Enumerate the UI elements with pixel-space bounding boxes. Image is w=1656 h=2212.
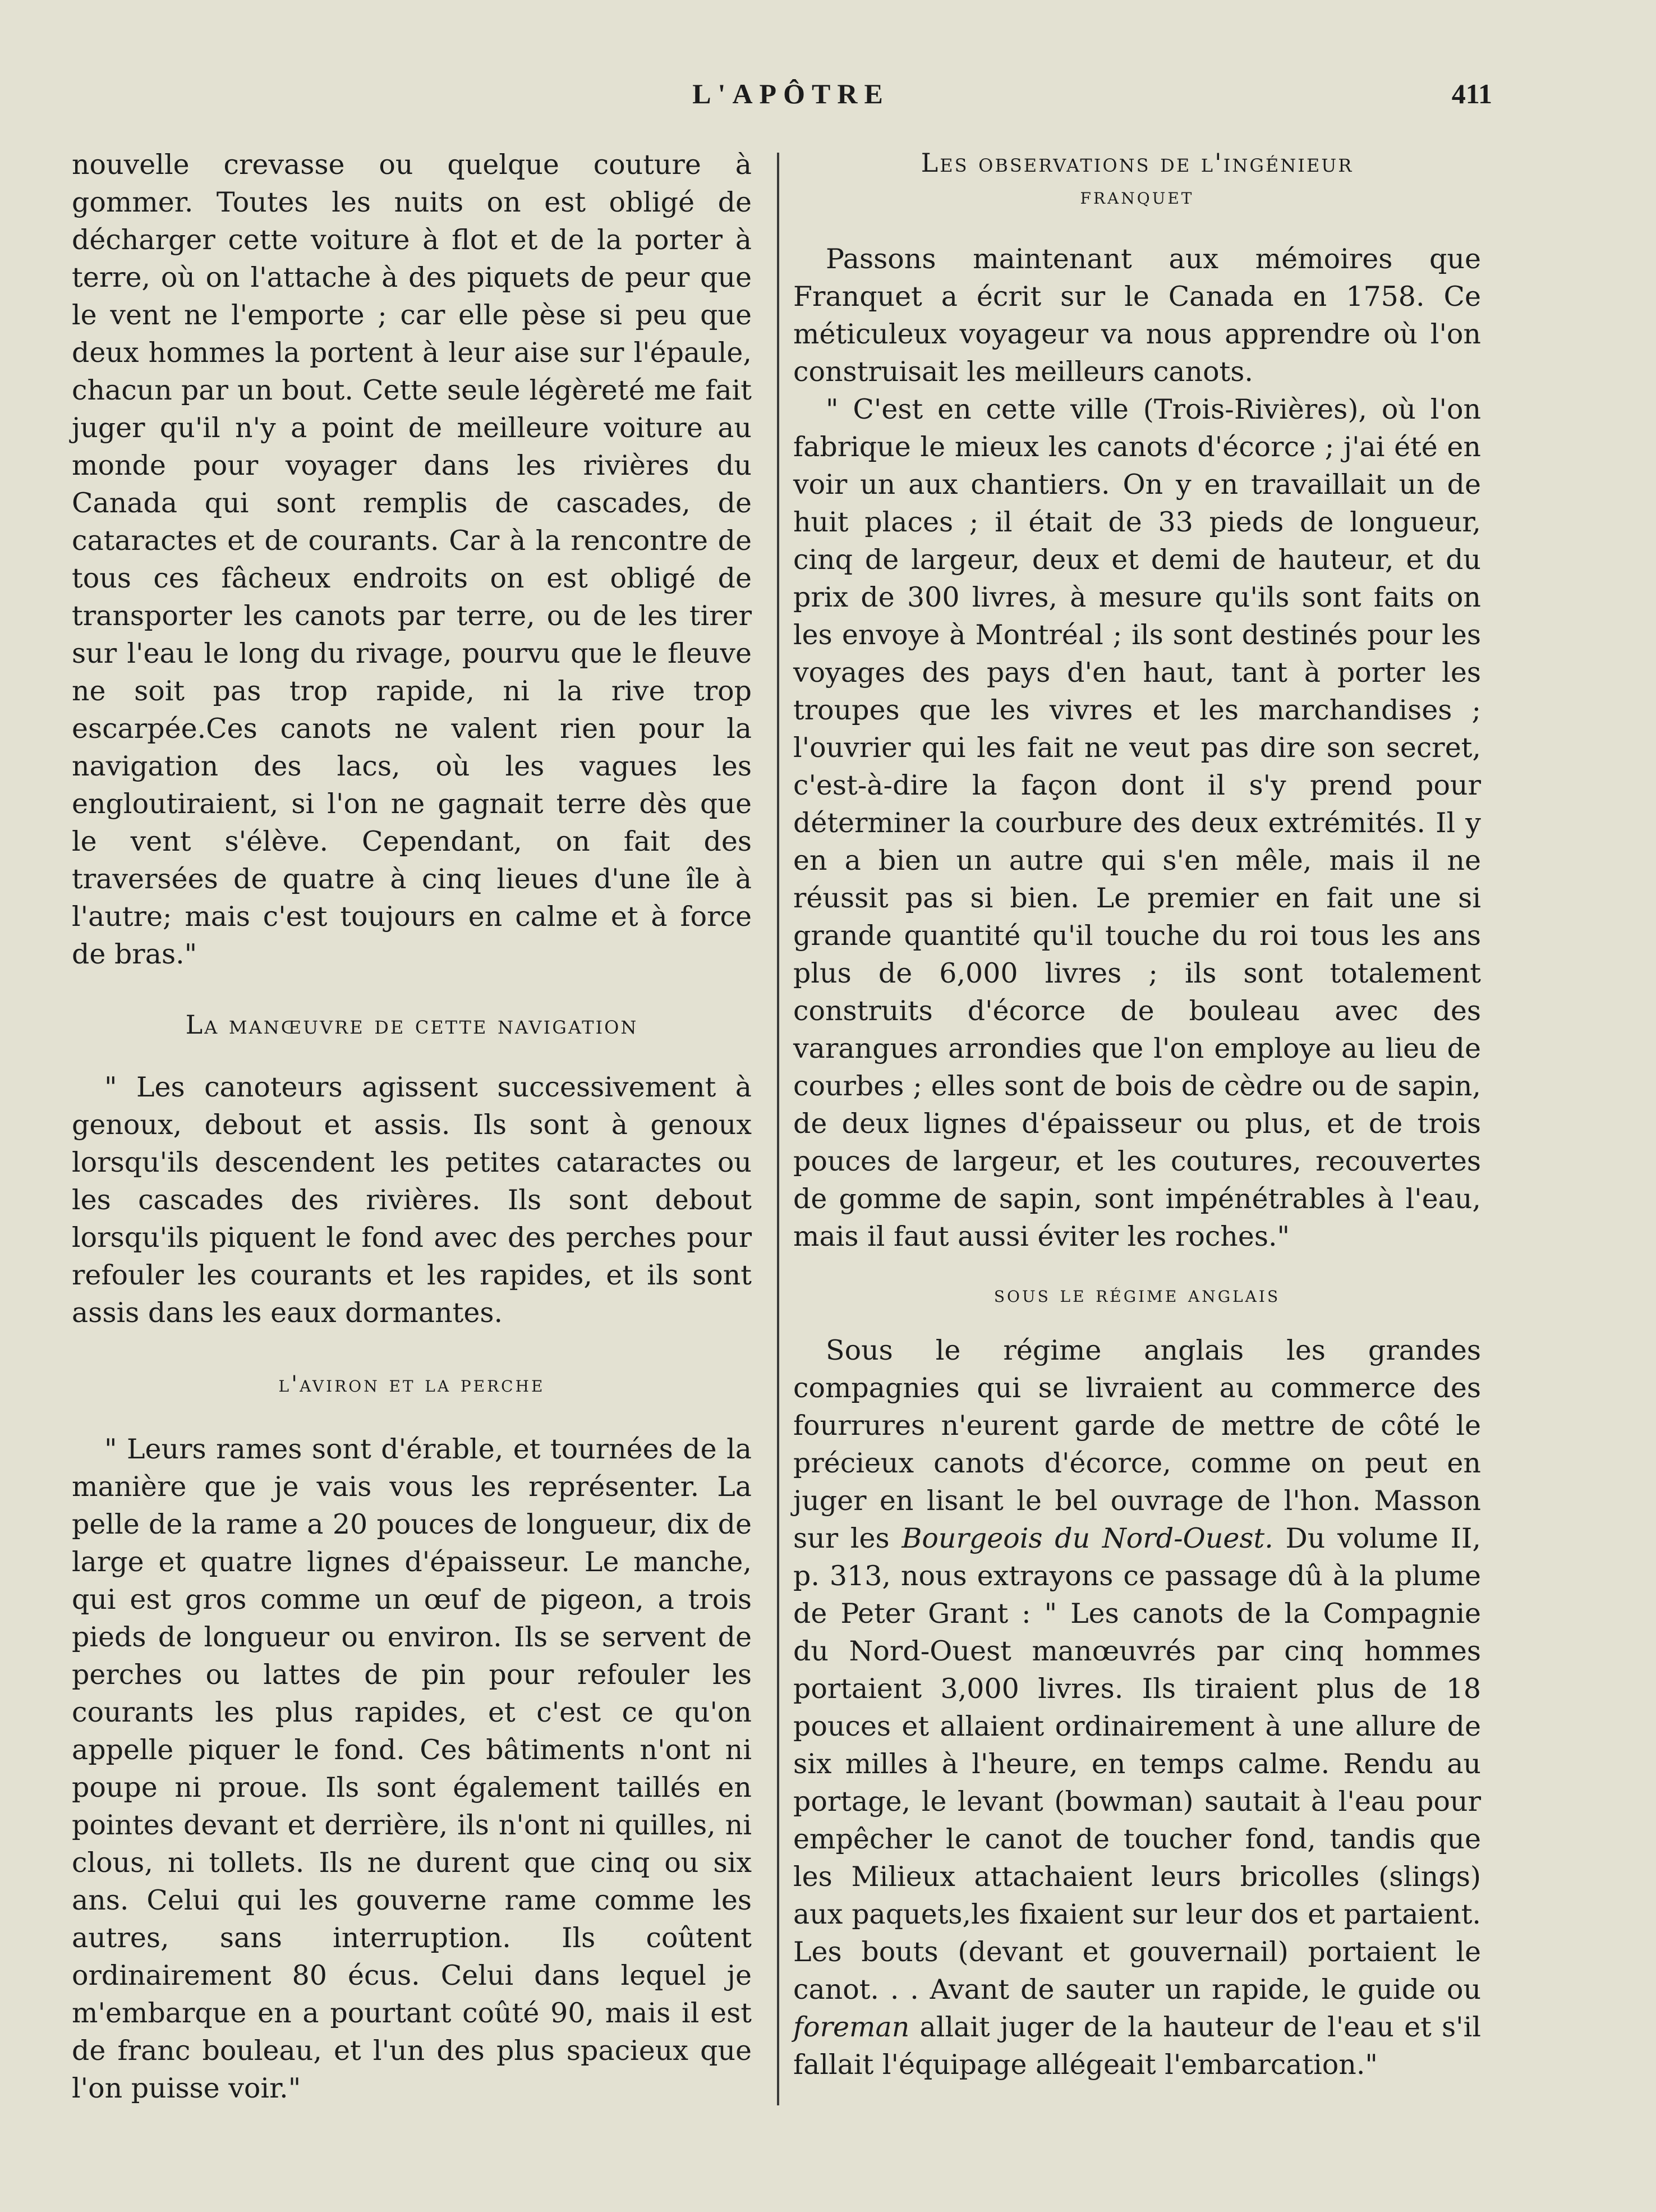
right-column — [793, 146, 1481, 2083]
section-heading-regime-anglais: sous le régime anglais — [993, 1282, 1281, 1307]
right-paragraph-2: " C'est en cette ville (Trois-Rivières), où l'on fabrique le mieux les canots d'écorce ; j'ai été en voir un aux chantiers. On y en travaillait un de huit places ; il était de 33 pieds de longueur, cinq de largeur, deux et demi de hauteur, et du prix de 300 livres, à mesure qu'ils sont faits on les envoye à Montréal ; ils sont destinés pour les voyages des pays d'en haut, tant à porter les troupes que les vivres et les marchandises ; l'ouvrier qui les fait ne veut pas dire son secret, c'est-à-dire la façon dont il s'y prend pour déterminer la courbure des deux extrémités. Il y en a bien un autre qui s'en mêle, mais il ne réussit pas si bien. Le premier en fait une si grande quantité qu'il touche du roi tous les ans plus de 6,000 livres ; ils sont totalement construits d'écorce de bouleau avec des varangues arrondies que l'on employe au lieu de courbes ; elles sont de bois de cèdre ou de sapin, de deux lignes d'épaisseur ou plus, et de trois pouces de largeur, et les coutures, recouvertes de gomme de sapin, sont impénétrables à l'eau, mais il faut aussi éviter les roches." — [793, 393, 1481, 1252]
right-paragraph-1: Passons maintenant aux mémoires que Franquet a écrit sur le Canada en 1758. Ce méticuleux voyageur va nous apprendre où l'on construisait les meilleurs canots. — [793, 243, 1481, 388]
running-title: L'APÔTRE — [692, 78, 890, 109]
section-heading-franquet-line1: Les observations de l'ingénieur — [921, 148, 1354, 178]
right-paragraph-3-text-c: allait juger de la hauteur de l'eau et s'il fallait l'équipage allégeait l'embarcation." — [793, 2011, 1481, 2081]
foreman-italic: foreman — [793, 2011, 910, 2043]
section-heading-manoeuvre: La manœuvre de cette navigation — [185, 1009, 638, 1040]
section-heading-franquet-line2: franquet — [1080, 183, 1194, 209]
left-paragraph-1: nouvelle crevasse ou quelque couture à gommer. Toutes les nuits on est obligé de décharger cette voiture à flot et de la porter à terre, où on l'attache à des piquets de peur que le vent ne l'emporte ; car elle pèse si peu que deux hommes la portent à leur aise sur l'épaule, chacun par un bout. Cette seule légèreté me fait juger qu'il n'y a point de meilleure voiture au monde pour voyager dans les rivières du Canada qui sont remplis de cascades, de cataractes et de courants. Car à la rencontre de tous ces fâcheux endroits on est obligé de transporter les canots par terre, ou de les tirer sur l'eau le long du rivage, pourvu que le fleuve ne soit pas trop rapide, ni la rive trop escarpée.Ces canots ne valent rien pour la navigation des lacs, où les vagues les engloutiraient, si l'on ne gagnait terre dès que le vent s'élève. Cependant, on fait des traversées de quatre à cinq lieues d'une île à l'autre; mais c'est toujours en calme et à force de bras." — [72, 149, 752, 970]
section-heading-aviron: l'aviron et la perche — [278, 1371, 545, 1397]
page-number: 411 — [1451, 78, 1492, 109]
right-paragraph-3-text-a: Sous le régime anglais les grandes compagnies qui se livraient au commerce des fourrures n'eurent garde de mettre de côté le précieux canots d'écorce, comme on peut en juger en lisant le bel ouvrage de l'hon. Masson sur les — [793, 1334, 1481, 1554]
right-paragraph-3 — [793, 1332, 1481, 2083]
right-paragraph-3-text-b: Du volume II, p. 313, nous extrayons ce passage dû à la plume de Peter Grant : " Les canots de la Compagnie du Nord-Ouest manœuvrés par cinq hommes portaient 3,000 livres. Ils tiraient plus de 18 pouces et allaient ordinairement à une allure de six milles à l'heure, en temps calme. Rendu au portage, le levant (bowman) sautait à l'eau pour empêcher le canot de toucher fond, tandis que les Milieux attachaient leurs bricolles (slings) aux paquets,les fixaient sur leur dos et partaient. Les bouts (devant et gouvernail) portaient le canot. . . Avant de sauter un rapide, le guide ou — [793, 1522, 1481, 2006]
left-paragraph-2: " Les canoteurs agissent successivement à genoux, debout et assis. Ils sont à genoux lorsqu'ils descendent les petites cataractes ou les cascades des rivières. Ils sont debout lorsqu'ils piquent le fond avec des perches pour refouler les courants et les rapides, et ils sont assis dans les eaux dormantes. — [72, 1071, 752, 1329]
book-title-italic: Bourgeois du Nord-Ouest. — [901, 1522, 1273, 1554]
column-divider — [777, 153, 779, 2105]
left-column — [72, 146, 752, 2107]
left-paragraph-3: " Leurs rames sont d'érable, et tournées de la manière que je vais vous les représenter. La pelle de la rame a 20 pouces de longueur, dix de large et quatre lignes d'épaisseur. Le manche, qui est gros comme un œuf de pigeon, a trois pieds de longueur ou environ. Ils se servent de perches ou lattes de pin pour refouler les courants les plus rapides, et c'est ce qu'on appelle piquer le fond. Ces bâtiments n'ont ni poupe ni proue. Ils sont également taillés en pointes devant et derrière, ils n'ont ni quilles, ni clous, ni tollets. Ils ne durent que cinq ou six ans. Celui qui les gouverne rame comme les autres, sans interruption. Ils coûtent ordinairement 80 écus. Celui dans lequel je m'embarque en a pourtant coûté 90, mais il est de franc bouleau, et l'un des plus spacieux que l'on puisse voir." — [72, 1433, 752, 2104]
